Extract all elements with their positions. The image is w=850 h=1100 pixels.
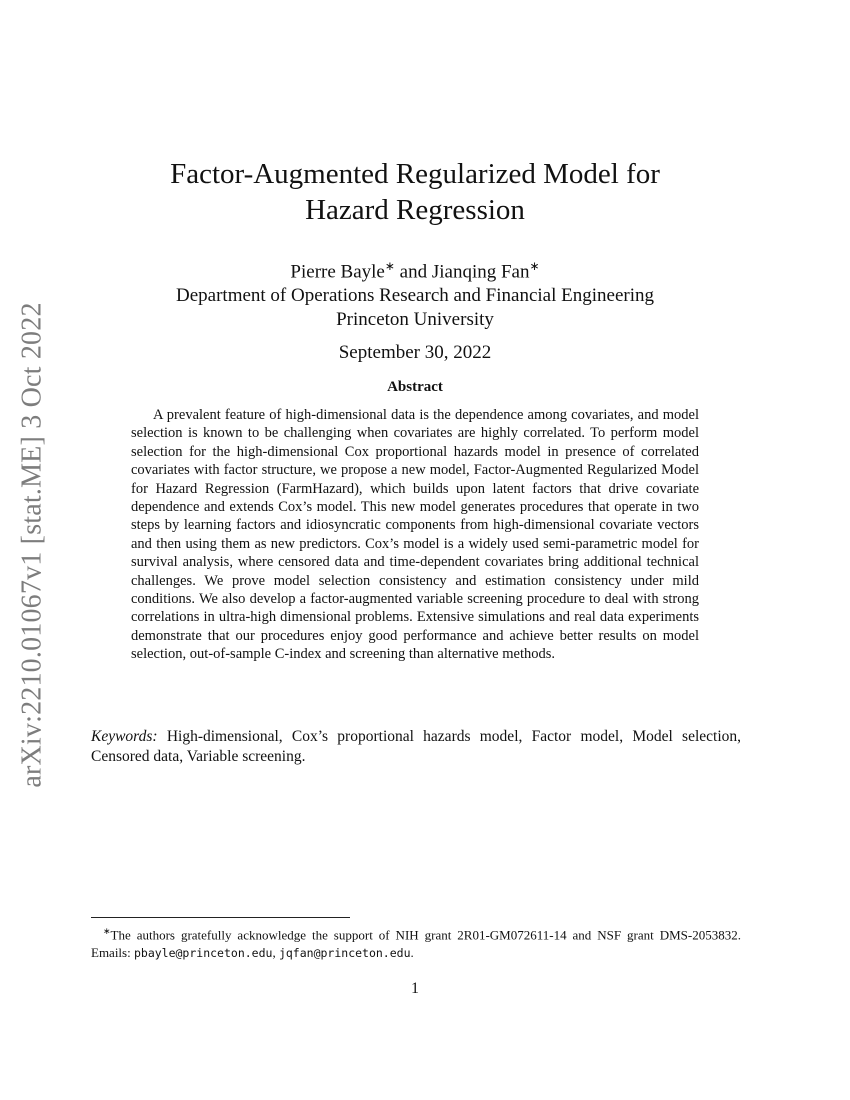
keywords-label: Keywords: [91,728,158,745]
paper-title [90,156,740,228]
footnote-text: The authors gratefully acknowledge the support of NIH grant 2R01-GM072611-14 and NSF grant DMS-2053832. Emails: [91,927,741,961]
arxiv-identifier-stamp [14,300,52,790]
abstract-text: A prevalent feature of high-dimensional data is the dependence among covariates, and model selection is known to be challenging when covariates are highly correlated. To perform model selection for the high-dimensional Cox proportional hazards model in presence of correlated covariates with factor structure, we propose a new model, Factor-Augmented Regularized Model for Hazard Regression (FarmHazard), which builds upon latent factors that drive covariate dependence and extends Cox’s model. This new model generates procedures that operate in two steps by learning factors and idiosyncratic components from high-dimensional covariate vectors and then using them as new predictors. Cox’s model is a widely used semi-parametric model for survival analysis, where censored data and time-dependent covariates bring additional technical challenges. We prove model selection consistency and estimation consistency under mild conditions. We also develop a factor-augmented variable screening procedure to deal with strong correlations in ultra-high dimensional problems. Extensive simulations and real data experiments demonstrate that our procedures enjoy good performance and achieve better results on model selection, out-of-sample C-index and screening than alternative methods. [131,407,699,663]
first-author: Pierre Bayle [290,261,385,283]
keywords-text: High-dimensional, Cox’s proportional hazards model, Factor model, Model selection, Censored data, Variable screening. [91,728,741,765]
email-link-fan[interactable]: jqfan@princeton.edu [278,946,411,961]
second-author: Jianqing Fan [431,261,530,283]
second-author-footnote-mark: ∗ [529,259,540,273]
first-author-footnote-mark: ∗ [384,259,395,273]
author-names [90,254,740,284]
footnote-end: . [410,945,414,961]
footnote-mark: ∗ [103,926,111,936]
title-line-1: Factor-Augmented Regularized Model for [170,158,660,190]
title-line-2: Hazard Regression [305,194,525,226]
affiliation-university: Princeton University [336,309,494,331]
abstract-heading: Abstract [387,379,443,395]
email-separator: , [272,945,279,961]
author-block [90,254,740,332]
paper-date: September 30, 2022 [338,342,492,363]
author-conjunction: and [394,261,432,283]
affiliation-department: Department of Operations Research and Financial Engineering [176,285,654,307]
arxiv-identifier-text: arXiv:2210.01067v1 [stat.ME] 3 Oct 2022 [17,302,49,788]
footnote-divider [91,917,350,918]
email-link-bayle[interactable]: pbayle@princeton.edu [133,946,273,961]
page-number: 1 [411,980,419,997]
footnote [91,922,741,962]
keywords [91,727,741,767]
